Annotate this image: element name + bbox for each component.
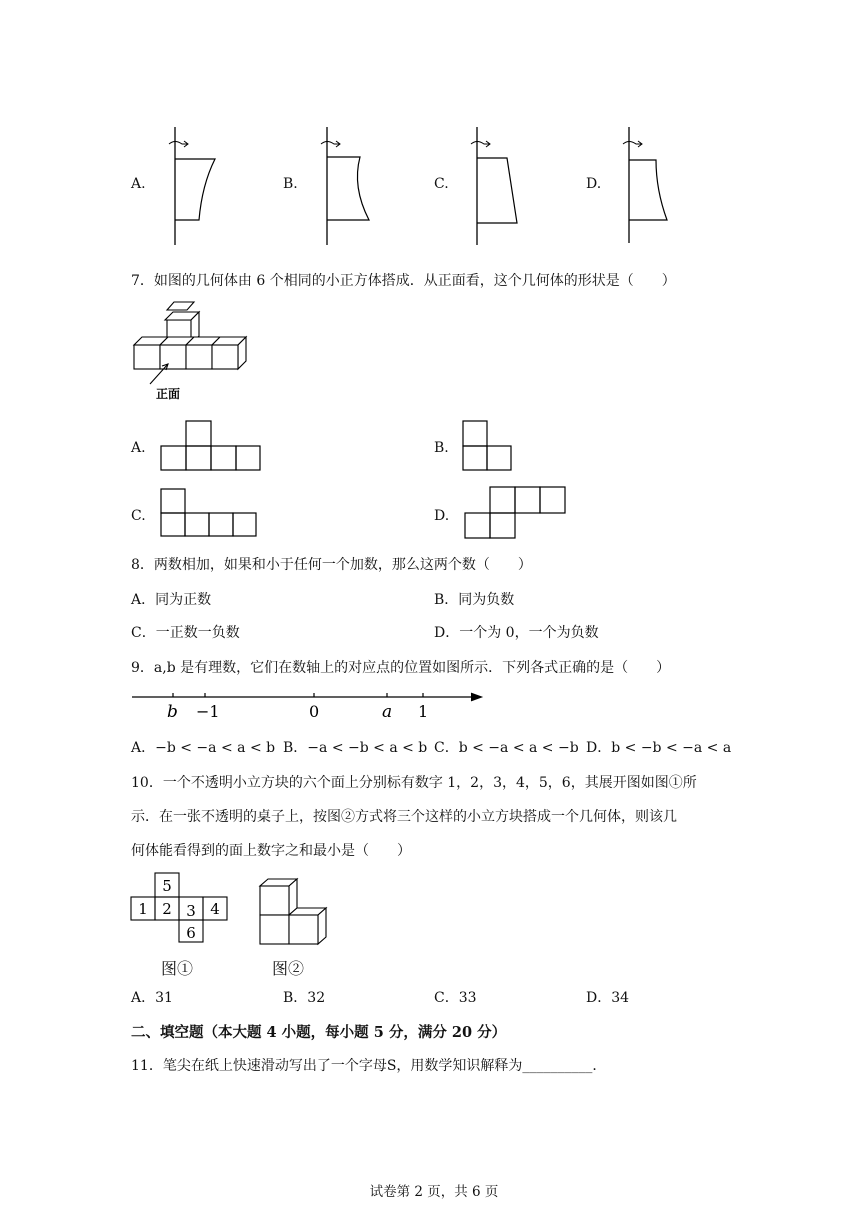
q6-figure-d	[614, 125, 684, 250]
section-heading-fill-in: 二、填空题（本大题 4 小题，每小题 5 分，满分 20 分）	[131, 1024, 507, 1041]
q9-stem: 9．a,b 是有理数，它们在数轴上的对应点的位置如图所示．下列各式正确的是（ ）	[131, 660, 671, 676]
q9-option-b: B．−a < −b < a < b	[283, 740, 428, 756]
q10-option-b: B．32	[283, 990, 326, 1006]
q10-net-6: 6	[186, 924, 196, 942]
page-footer: 试卷第 2 页，共 6 页	[369, 1184, 499, 1200]
q9-axis-1: 1	[418, 702, 429, 721]
q8-option-c: C．一正数一负数	[131, 625, 240, 641]
q10-option-d: D．34	[586, 990, 630, 1006]
q6-figure-a	[160, 125, 230, 250]
q9-option-c: C．b < −a < a < −b	[434, 740, 579, 756]
q7-option-d-figure	[464, 486, 568, 540]
q8-stem: 8．两数相加，如果和小于任何一个加数，那么这两个数（ ）	[131, 557, 532, 573]
q6-option-a-label: A.	[131, 176, 146, 192]
q7-option-c-figure	[160, 488, 258, 538]
q10-fig2-label: 图②	[272, 959, 305, 978]
q9-option-d: D．b < −b < −a < a	[586, 740, 732, 756]
q10-stacked-cubes	[258, 878, 330, 948]
q10-net-1: 1	[138, 900, 148, 918]
q6-figure-c	[462, 125, 532, 250]
q10-fig1-label: 图①	[161, 959, 194, 978]
q10-net-5: 5	[162, 877, 172, 895]
q10-net-2: 2	[162, 900, 172, 918]
q9-number-line	[130, 688, 490, 728]
q10-option-a: A．31	[131, 990, 173, 1006]
q6-figure-b	[312, 125, 382, 250]
q6-option-d-label: D.	[586, 176, 602, 192]
q7-option-c-label: C.	[131, 508, 146, 524]
q9-option-a: A．−b < −a < a < b	[131, 740, 276, 756]
q9-axis-0: 0	[309, 702, 320, 721]
q7-stem: 7．如图的几何体由 6 个相同的小正方体搭成．从正面看，这个几何体的形状是（ ）	[131, 273, 676, 289]
q10-net-3: 3	[186, 902, 196, 920]
q10-option-c: C．33	[434, 990, 477, 1006]
q10-stem-line-1: 10．一个不透明小立方块的六个面上分别标有数字 1，2，3，4，5，6，其展开图如图①所	[131, 775, 697, 791]
q10-net-4: 4	[210, 900, 220, 918]
q7-front-label: 正面	[156, 387, 181, 401]
q8-option-a: A．同为正数	[131, 592, 212, 608]
q9-axis-b: b	[167, 702, 178, 722]
q10-stem-line-2: 示．在一张不透明的桌子上，按图②方式将三个这样的小立方块搭成一个几何体，则该几	[131, 809, 677, 825]
q10-stem-line-3: 何体能看得到的面上数字之和最小是（ ）	[131, 843, 411, 859]
q7-option-a-figure	[160, 420, 262, 472]
q10-cube-net	[130, 872, 235, 944]
q7-option-a-label: A.	[131, 440, 146, 456]
q7-option-b-label: B.	[434, 440, 449, 456]
q6-option-b-label: B.	[283, 176, 298, 192]
q8-option-d: D．一个为 0，一个为负数	[434, 625, 599, 641]
q9-axis-a: a	[382, 702, 393, 722]
q7-option-b-figure	[462, 420, 514, 472]
q11-stem: 11．笔尖在纸上快速滑动写出了一个字母S，用数学知识解释为__________．	[131, 1058, 607, 1074]
q6-option-c-label: C.	[434, 176, 449, 192]
q7-solid-figure	[128, 308, 258, 403]
q9-axis-neg1: −1	[196, 702, 220, 721]
q8-option-b: B．同为负数	[434, 592, 515, 608]
q7-option-d-label: D.	[434, 508, 450, 524]
